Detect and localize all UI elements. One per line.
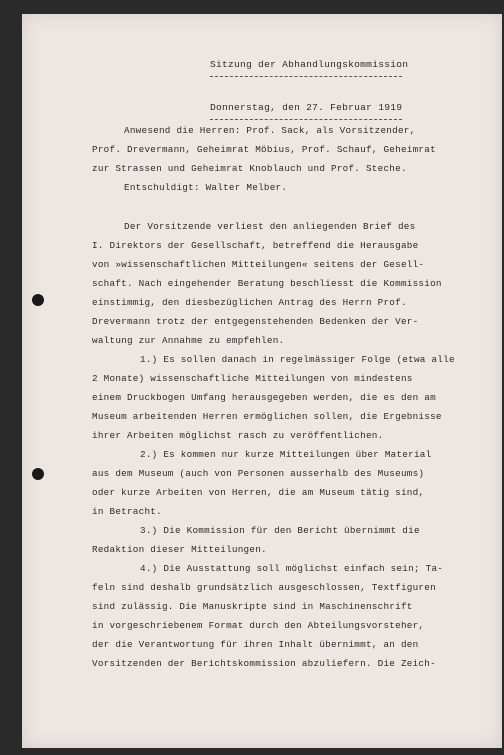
body-text-line: feln sind deshalb grundsätzlich ausgeschlossen, Textfiguren [92,582,436,593]
body-text-line: Drevermann trotz der entgegenstehenden Bedenken der Ver- [92,316,419,327]
body-text-line: ihrer Arbeiten möglichst rasch zu veröffentlichen. [92,430,384,441]
body-text-line: Redaktion dieser Mitteilungen. [92,544,267,555]
body-text-line: oder kurze Arbeiten von Herren, die am Museum tätig sind, [92,487,425,498]
body-text-line: 1.) Es sollen danach in regelmässiger Folge (etwa alle [140,354,455,365]
body-text-line: I. Direktors der Gesellschaft, betreffend die Herausgabe [92,240,419,251]
body-text-line: 3.) Die Kommission für den Bericht übernimmt die [140,525,420,536]
body-text-line: einstimmig, den diesbezüglichen Antrag des Herrn Prof. [92,297,407,308]
body-text-line: waltung zur Annahme zu empfehlen. [92,335,285,346]
body-text-line: Entschuldigt: Walter Melber. [124,182,288,193]
document-body [22,14,502,748]
document-page [22,14,502,748]
body-text-line: 2 Monate) wissenschaftliche Mitteilungen von mindestens [92,373,413,384]
body-text-line: von »wissenschaftlichen Mitteilungen« seitens der Gesell- [92,259,425,270]
body-text-line: Vorsitzenden der Berichtskommission abzuliefern. Die Zeich- [92,658,436,669]
body-text-line: Prof. Drevermann, Geheimrat Möbius, Prof. Schauf, Geheimrat [92,144,436,155]
body-text-line: aus dem Museum (auch von Personen ausserhalb des Museums) [92,468,425,479]
body-text-line: schaft. Nach eingehender Beratung beschliesst die Kommission [92,278,442,289]
document-heading: Sitzung der Abhandlungskommission [210,59,409,70]
body-text-line: 2.) Es kommen nur kurze Mitteilungen über Material [140,449,432,460]
document-date: Donnerstag, den 27. Februar 1919 [210,102,403,113]
body-text-line: Der Vorsitzende verliest den anliegenden Brief des [124,221,416,232]
body-text-line: in vorgeschriebenem Format durch den Abteilungsvorsteher, [92,620,425,631]
body-text-line: 4.) Die Ausstattung soll möglichst einfach sein; Ta- [140,563,444,574]
body-text-line: einem Druckbogen Umfang herausgegeben werden, die es den am [92,392,436,403]
body-text-line: Museum arbeitenden Herren ermöglichen sollen, die Ergebnisse [92,411,442,422]
body-text-line: Anwesend die Herren: Prof. Sack, als Vorsitzender, [124,125,416,136]
body-text-line: sind zulässig. Die Manuskripte sind in Maschinenschrift [92,601,413,612]
body-text-line: zur Strassen und Geheimrat Knoblauch und Prof. Steche. [92,163,407,174]
body-text-line: in Betracht. [92,506,162,517]
body-text-line: der die Verantwortung für ihren Inhalt übernimmt, an den [92,639,419,650]
